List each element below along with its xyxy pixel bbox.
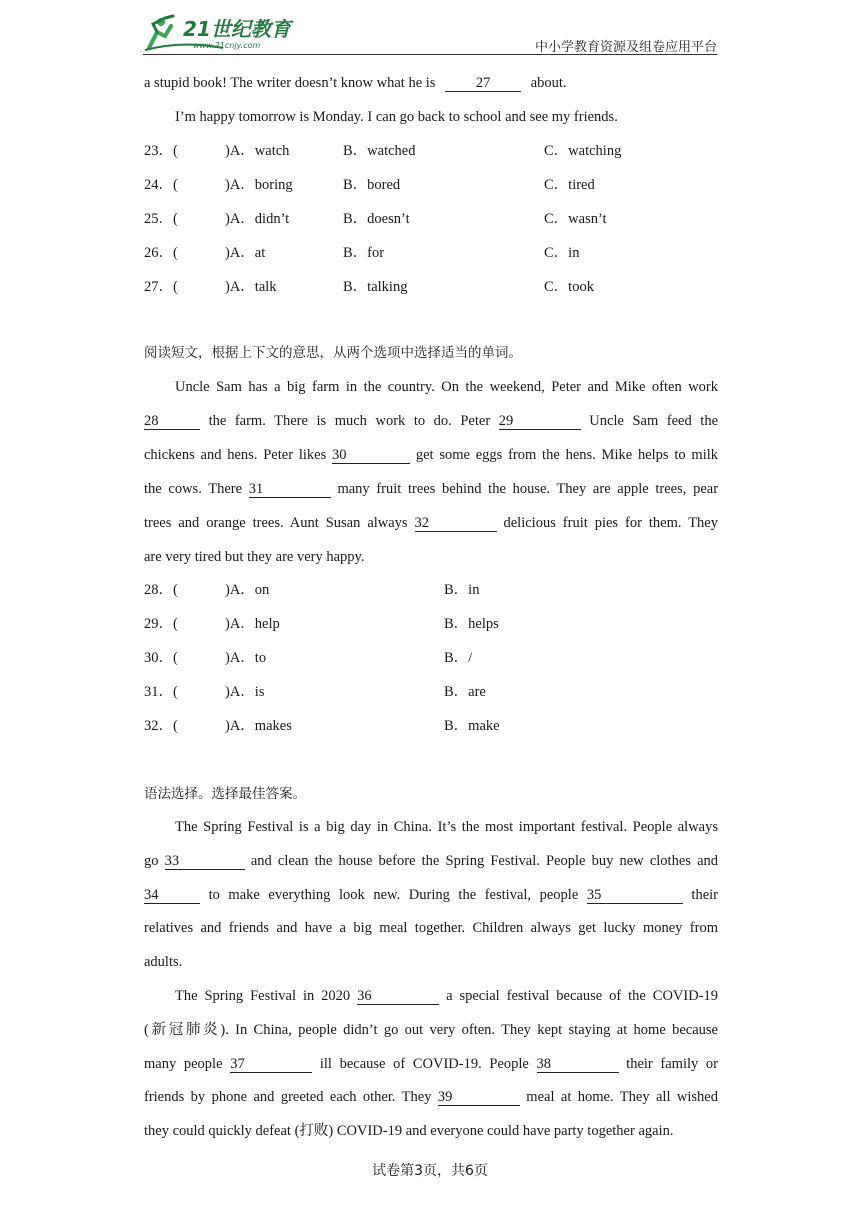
option-a[interactable]: )A．to [225,650,267,666]
question-number: 31．( [144,684,178,700]
text: chickens and hens. Peter likes [144,447,327,463]
option-b[interactable]: B．bored [343,177,401,193]
option-c[interactable]: C．watching [544,143,622,159]
text: their family or [626,1056,718,1072]
passage-line [144,513,718,533]
option-a[interactable]: )A．didn’t [225,211,290,227]
section-instruction: 阅读短文，根据上下文的意思，从两个选项中选择适当的单词。 [144,345,522,361]
question-number: 29．( [144,616,178,632]
question-number: 28．( [144,582,178,598]
header-divider [143,54,717,55]
text: and clean the house before the Spring Festival. People buy new clothes and [250,853,719,869]
text: Uncle Sam feed the [589,413,719,429]
logo-text: 21世纪教育 [183,17,291,41]
text: many people [144,1056,223,1072]
question-number: 26．( [144,245,178,261]
option-a[interactable]: )A．talk [225,279,277,295]
blank-31: 31 [249,481,331,498]
option-a[interactable]: )A．makes [225,718,292,734]
option-b[interactable]: B．are [444,684,486,700]
passage-line: I’m happy tomorrow is Monday. I can go back to school and see my friends. [175,109,618,125]
text: The Spring Festival in 2020 [175,988,351,1004]
logo-url: www.21cnjy.com [193,41,261,50]
section-instruction: 语法选择。选择最佳答案。 [144,786,306,802]
blank-32: 32 [415,515,497,532]
option-a[interactable]: )A．on [225,582,270,598]
passage-line [144,1054,718,1074]
text: Uncle Sam has a big farm in the country. On the weekend, Peter and Mike often work [175,379,718,395]
passage-line: The Spring Festival is a big day in China. It’s the most important festival. People always [175,819,718,835]
text: go [144,853,159,869]
question-number: 27．( [144,279,178,295]
option-a[interactable]: )A．is [225,684,265,700]
blank-39: 39 [438,1089,520,1106]
text: the cows. There [144,481,243,497]
blank-35: 35 [587,887,683,904]
passage-line [144,851,718,871]
option-c[interactable]: C．in [544,245,580,261]
passage-line [144,73,718,93]
text: get some eggs from the hens. Mike helps to milk [415,447,719,463]
text: about. [530,75,567,91]
option-c[interactable]: C．wasn’t [544,211,607,227]
passage-line [144,479,718,499]
passage-line: are very tired but they are very happy. [144,549,365,565]
option-a[interactable]: )A．at [225,245,266,261]
page-footer: 试卷第3页，共6页 [372,1163,488,1179]
blank-29: 29 [499,413,581,430]
option-b[interactable]: B．/ [444,650,473,666]
passage-line [144,411,718,431]
option-b[interactable]: B．make [444,718,500,734]
passage-line [144,445,718,465]
blank-37: 37 [230,1056,312,1073]
text: friends by phone and greeted each other. They [144,1089,432,1105]
option-b[interactable]: B．watched [343,143,416,159]
text: the farm. There is much work to do. Peter [208,413,491,429]
text: a special festival because of the COVID-19 [446,988,719,1004]
blank-38: 38 [537,1056,619,1073]
passage-line [144,885,718,905]
option-c[interactable]: C．tired [544,177,595,193]
passage-line: adults. [144,954,183,970]
blank-28: 28 [144,413,200,430]
text: many fruit trees behind the house. They are apple trees, pear [337,481,719,497]
question-number: 23．( [144,143,178,159]
passage-line [144,986,718,1006]
question-number: 30．( [144,650,178,666]
passage-line: (新冠肺炎). In China, people didn’t go out very often. They kept staying at home because [144,1022,718,1038]
option-a[interactable]: )A．help [225,616,280,632]
blank-36: 36 [357,988,439,1005]
passage-line [144,1087,718,1107]
text: to make everything look new. During the festival, people [208,887,579,903]
blank-34: 34 [144,887,200,904]
passage-line: relatives and friends and have a big meal together. Children always get lucky money from [144,920,718,936]
text: delicious fruit pies for them. They [503,515,718,531]
question-number: 32．( [144,718,178,734]
text: meal at home. They all wished [526,1089,718,1105]
platform-name: 中小学教育资源及组卷应用平台 [534,40,717,55]
text: trees and orange trees. Aunt Susan always [144,515,408,531]
question-number: 24．( [144,177,178,193]
text: ill because of COVID-19. People [319,1056,529,1072]
option-b[interactable]: B．in [444,582,480,598]
blank-30: 30 [332,447,410,464]
page-header [143,10,717,54]
passage-line: they could quickly defeat (打败) COVID-19 and everyone could have party together again. [144,1123,674,1139]
option-b[interactable]: B．doesn’t [343,211,410,227]
passage-line [144,377,718,397]
blank-33: 33 [165,853,245,870]
question-number: 25．( [144,211,178,227]
text: a stupid book! The writer doesn’t know what he is [144,75,436,91]
option-b[interactable]: B．for [343,245,385,261]
option-c[interactable]: C．took [544,279,594,295]
blank-27: 27 [445,75,521,92]
option-b[interactable]: B．talking [343,279,408,295]
option-b[interactable]: B．helps [444,616,499,632]
text: their [691,887,718,903]
option-a[interactable]: )A．watch [225,143,290,159]
option-a[interactable]: )A．boring [225,177,293,193]
logo-icon [143,10,313,52]
